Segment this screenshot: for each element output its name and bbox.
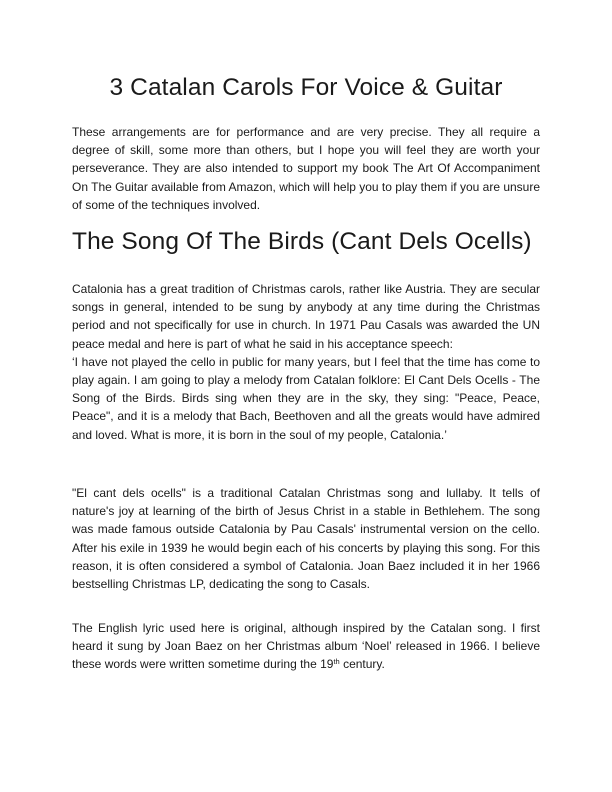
lyric-origin-end: century. bbox=[339, 657, 385, 672]
document-title: 3 Catalan Carols For Voice & Guitar bbox=[109, 74, 503, 101]
history-paragraph bbox=[72, 280, 540, 444]
song-description-text: "El cant dels ocells" is a traditional Catalan Christmas song and lullaby. It tells of nature's joy at learning of the birth of Jesus Christ in a stable in Bethlehem. The song was made famous outside Catalonia by Pau Casals' instrumental version on the cello. After his exile in 1939 he would begin each of his concerts by playing this song. For this reason, it is often considered a symbol of Catalonia. Joan Baez included it in her 1966 bestselling Christmas LP, dedicating the song to Casals. bbox=[72, 486, 540, 592]
lyric-origin-text bbox=[72, 619, 540, 674]
section-heading: The Song Of The Birds (Cant Dels Ocells) bbox=[72, 228, 532, 255]
ordinal-suffix: th bbox=[333, 657, 340, 667]
song-description-paragraph bbox=[72, 484, 540, 593]
casals-quote: ‘I have not played the cello in public for many years, but I feel that the time has come to play again. I am going to play a melody from Catalan folklore: El Cant Dels Ocells - The Song of the Birds. Birds sing when they are in the sky, they sing: "Peace, Peace, Peace", and it is a melody that Bach, Beethoven and all the greats would have admired and loved. What is more, it is born in the soul of my people, Catalonia.’ bbox=[72, 354, 540, 442]
history-text: Catalonia has a great tradition of Christmas carols, rather like Austria. They are secular songs in general, intended to be sung by anybody at any time during the Christmas period and not specifically for use in church. In 1971 Pau Casals was awarded the UN peace medal and here is part of what he said in his acceptance speech: bbox=[72, 282, 540, 351]
lyric-origin-paragraph bbox=[72, 619, 540, 674]
lyric-origin-main: The English lyric used here is original, although inspired by the Catalan song. I first heard it sung by Joan Baez on her Christmas album ‘Noel’ released in 1966. I believe these words were written sometime during the 19 bbox=[72, 621, 540, 672]
intro-paragraph bbox=[72, 123, 540, 214]
intro-text: These arrangements are for performance and are very precise. They all require a degree of skill, some more than others, but I hope you will feel they are worth your perseverance. They are also intended to support my book The Art Of Accompaniment On The Guitar available from Amazon, which will help you to play them if you are unsure of some of the techniques involved. bbox=[72, 125, 541, 212]
